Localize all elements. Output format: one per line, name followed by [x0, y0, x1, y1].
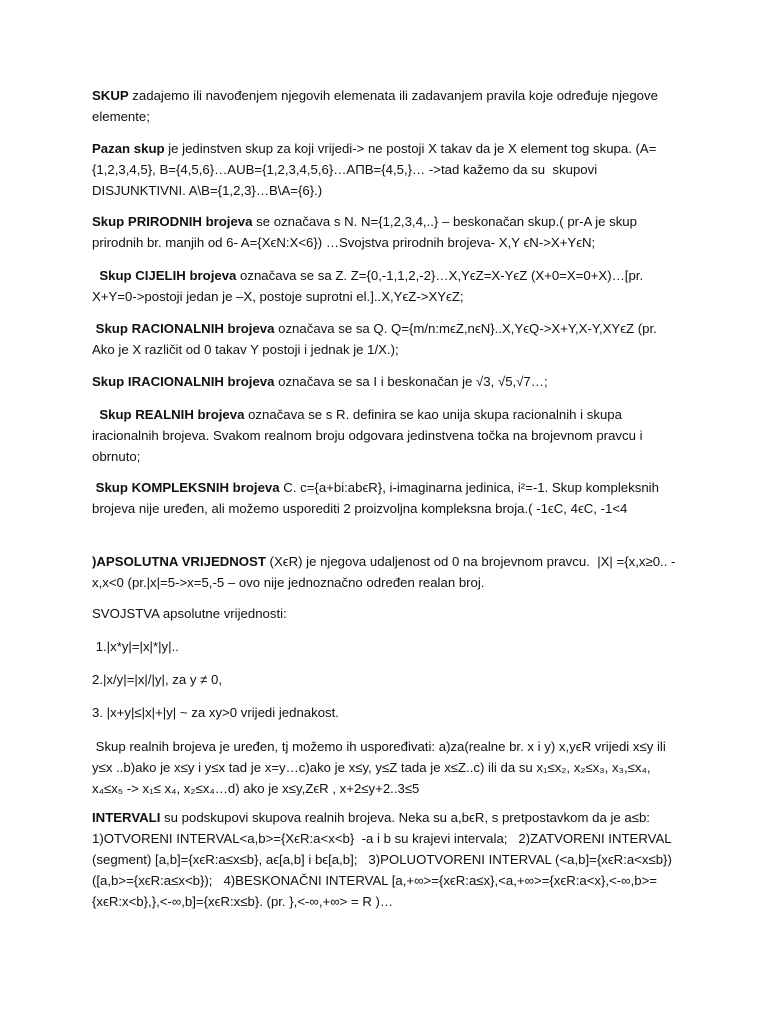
property-3-text: 3. |x+y|≤|x|+|y| ~ za xy>0 vrijedi jednakost. — [92, 705, 339, 720]
paragraph-svojstva-heading — [92, 603, 682, 624]
property-2-text: 2.|x/y|=|x|/|y|, za y ≠ 0, — [92, 672, 223, 687]
term-skup: SKUP — [92, 88, 129, 103]
paragraph-racionalni — [92, 318, 682, 360]
paragraph-cijeli-text: označava se sa Z. Z={0,-1,1,2,-2}…X,YϵZ=X-YϵZ (X+0=X=0+X)…[pr. X+Y=0->postoji jedan je –X, postoje suprotni el.]..X,YϵZ->XYϵZ; — [92, 268, 647, 304]
paragraph-realni-text: označava se s R. definira se kao unija skupa racionalnih i skupa iracionalnih brojeva. Svakom realnom broju odgovara jedinstvena točka na brojevnom pravcu i obrnuto; — [92, 407, 647, 464]
term-cijeli: Skup CIJELIH brojeva — [99, 268, 237, 283]
term-prirodni: Skup PRIRODNIH brojeva — [92, 214, 253, 229]
property-3 — [92, 702, 682, 723]
paragraph-uredjenost — [92, 736, 682, 799]
term-racionalni: Skup RACIONALNIH brojeva — [95, 321, 275, 336]
property-1-text: 1.|x*y|=|x|*|y|.. — [92, 639, 179, 654]
term-pazan-skup: Pazan skup — [92, 141, 165, 156]
paragraph-skup-text: zadajemo ili navođenjem njegovih elemenata ili zadavanjem pravila koje određuje njegove elemente; — [92, 88, 662, 124]
paragraph-pazan-skup — [92, 138, 682, 201]
property-2 — [92, 669, 682, 690]
paragraph-intervali — [92, 807, 682, 912]
paragraph-prirodni — [92, 211, 682, 253]
paragraph-intervali-text: su podskupovi skupova realnih brojeva. Neka su a,bϵR, s pretpostavkom da je a≤b: 1)OTVORENI INTERVAL<a,b>={XϵR:a<x<b} -a i b su krajevi intervala; 2)ZATVORENI INTERVAL (segment) [a,b]={xϵR:a≤x≤b}, aϵ[a,b] i bϵ[a,b]; 3)POLUOTVORENI INTERVAL (<a,b]={xϵR:a<x≤b}) ([a,b>={xϵR:a≤x<b}); 4)BESKONAČNI INTERVAL [a,+∞>={xϵR:a≤x},<a,+∞>={xϵR:a<x},<-∞,b>={xϵR:x<b},},<-∞,b]={xϵR:x≤b}. (pr. },<-∞,+∞> = R )… — [92, 810, 676, 909]
paragraph-iracionalni-text: označava se sa I i beskonačan je √3, √5,√7…; — [274, 374, 548, 389]
svojstva-heading-text: SVOJSTVA apsolutne vrijednosti: — [92, 606, 287, 621]
paragraph-prirodni-text: se označava s N. N={1,2,3,4,..} – beskonačan skup.( pr-A je skup prirodnih br. manjih od 6- A={XϵN:X<6}) …Svojstva prirodnih brojeva- X,Y ϵN->X+YϵN; — [92, 214, 641, 250]
term-kompleksni: Skup KOMPLEKSNIH brojeva — [95, 480, 280, 495]
term-apsolutna: )APSOLUTNA VRIJEDNOST — [92, 554, 266, 569]
paragraph-pazan-skup-text: je jedinstven skup za koji vrijedi-> ne postoji X takav da je X element tog skupa. (A={1,2,3,4,5}, B={4,5,6}…AUB={1,2,3,4,5,6}…AΠB={4,5,}… ->tad kažemo da su skupovi DISJUNKTIVNI. A\B={1,2,3}…B\A={6}.) — [92, 141, 657, 198]
paragraph-kompleksni-text: C. c={a+bi:abϵR}, i-imaginarna jedinica, i²=-1. Skup kompleksnih brojeva nije uređen, ali možemo usporediti 2 proizvoljna kompleksna broja.( -1ϵC, 4ϵC, -1<4 — [92, 480, 663, 516]
paragraph-racionalni-text: označava se sa Q. Q={m/n:mϵZ,nϵN}..X,YϵQ->X+Y,X-Y,XYϵZ (pr. Ako je X različit od 0 takav Y postoji i jednak je 1/X.); — [92, 321, 660, 357]
paragraph-iracionalni — [92, 371, 682, 392]
property-1 — [92, 636, 682, 657]
paragraph-apsolutna-text: (XϵR) je njegova udaljenost od 0 na brojevnom pravcu. |X| ={x,x≥0.. -x,x<0 (pr.|x|=5->x=5,-5 – ovo nije jednoznačno određen realan broj. — [92, 554, 676, 590]
paragraph-apsolutna — [92, 551, 682, 593]
term-intervali: INTERVALI — [92, 810, 161, 825]
paragraph-uredjenost-text: Skup realnih brojeva je uređen, tj možemo ih uspoređivati: a)za(realne br. x i y) x,yϵR vrijedi x≤y ili y≤x ..b)ako je x≤y i y≤x tad je x=y…c)ako je x≤y, y≤Z tada je x≤Z..c) ili da su x₁≤x₂, x₂≤x₃, x₃,≤x₄, x₄≤x₅ -> x₁≤ x₄, x₂≤x₄…d) ako je x≤y,ZϵR , x+2≤y+2..3≤5 — [92, 739, 670, 796]
paragraph-realni — [92, 404, 682, 467]
paragraph-skup — [92, 85, 682, 127]
paragraph-kompleksni — [92, 477, 682, 519]
paragraph-cijeli — [92, 265, 682, 307]
term-realni: Skup REALNIH brojeva — [99, 407, 245, 422]
term-iracionalni: Skup IRACIONALNIH brojeva — [92, 374, 275, 389]
